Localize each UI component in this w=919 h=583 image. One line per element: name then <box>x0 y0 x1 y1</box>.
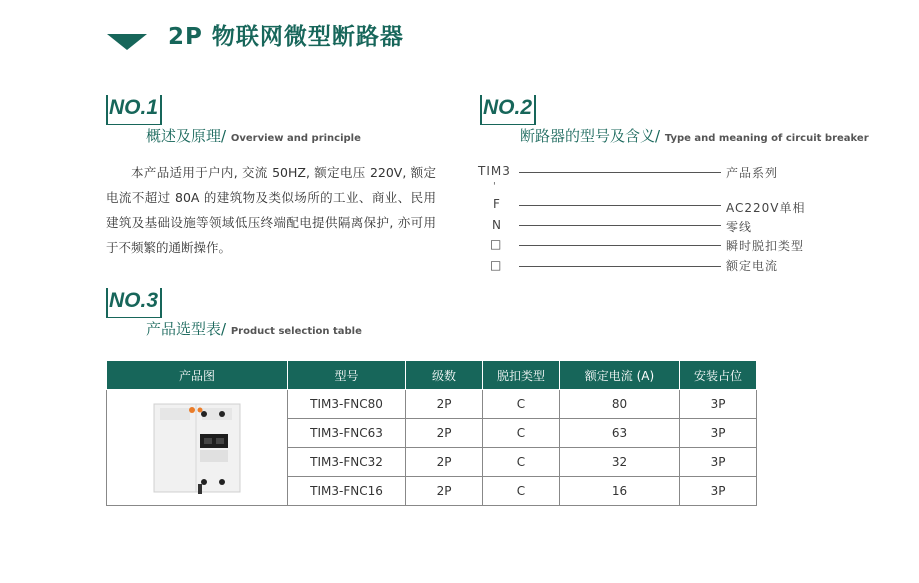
section2-title-cn: 断路器的型号及含义/ <box>520 127 661 145</box>
model-line <box>519 245 721 246</box>
table-cell-poles: 2P <box>406 390 483 419</box>
table-cell-model: TIM3-FNC32 <box>288 448 406 477</box>
product-selection-table <box>106 360 757 506</box>
table-cell-model: TIM3-FNC63 <box>288 419 406 448</box>
table-cell-current: 32 <box>560 448 680 477</box>
table-cell-trip: C <box>483 390 560 419</box>
section1-title-en: Overview and principle <box>230 133 361 144</box>
model-meaning-series: 产品系列 <box>726 166 779 180</box>
table-header-cell: 型号 <box>288 361 406 390</box>
table-cell-current: 80 <box>560 390 680 419</box>
model-code-trip: □ <box>490 237 503 251</box>
table-cell-current: 16 <box>560 477 680 506</box>
model-code-neutral: N <box>492 218 502 232</box>
model-meaning-current: 额定电流 <box>726 259 779 273</box>
table-cell-slot: 3P <box>680 390 757 419</box>
product-image-cell <box>107 390 288 506</box>
model-meaning-phase: AC220V单相 <box>726 201 806 215</box>
table-cell-slot: 3P <box>680 477 757 506</box>
section1-title <box>146 125 361 146</box>
section1-number-box <box>106 95 162 125</box>
table-cell-current: 63 <box>560 419 680 448</box>
section2-title-en: Type and meaning of circuit breaker <box>664 133 869 144</box>
table-cell-trip: C <box>483 419 560 448</box>
table-cell-trip: C <box>483 448 560 477</box>
table-cell-trip: C <box>483 477 560 506</box>
table-header-cell: 产品图 <box>107 361 288 390</box>
table-cell-poles: 2P <box>406 419 483 448</box>
model-line <box>519 172 721 173</box>
overview-paragraph: 本产品适用于户内, 交流 50HZ, 额定电压 220V, 额定电流不超过 80A 的建筑物及类似场所的工业、商业、民用建筑及基础设施等领域低压终端配电提供隔离保护, 亦可用于不频繁的通断操作。 <box>106 165 436 255</box>
table-header-cell: 脱扣类型 <box>483 361 560 390</box>
model-meaning-trip: 瞬时脱扣类型 <box>726 239 805 253</box>
table-cell-model: TIM3-FNC80 <box>288 390 406 419</box>
table-header-row <box>107 361 757 390</box>
table-cell-model: TIM3-FNC16 <box>288 477 406 506</box>
model-line <box>519 225 721 226</box>
page-title: 2P 物联网微型断路器 <box>168 24 404 50</box>
section2-number-box <box>480 95 536 125</box>
section2-number: NO.2 <box>483 96 533 119</box>
section3-number-box <box>106 288 162 318</box>
circuit-breaker-image <box>152 398 242 498</box>
table-header-cell: 级数 <box>406 361 483 390</box>
section3-number: NO.3 <box>109 289 159 312</box>
table-cell-poles: 2P <box>406 477 483 506</box>
table-cell-poles: 2P <box>406 448 483 477</box>
section3-title <box>146 318 362 339</box>
section1-title-cn: 概述及原理/ <box>146 127 227 145</box>
section3-title-cn: 产品选型表/ <box>146 320 227 338</box>
table-row <box>107 390 757 419</box>
model-line <box>519 266 721 267</box>
model-code-series: TIM3 <box>478 164 511 178</box>
section3-title-en: Product selection table <box>230 326 362 337</box>
model-code-phase: F <box>493 197 501 211</box>
model-meaning-neutral: 零线 <box>726 220 753 234</box>
table-cell-slot: 3P <box>680 419 757 448</box>
table-header-cell: 额定电流 (A) <box>560 361 680 390</box>
table-header-cell: 安装占位 <box>680 361 757 390</box>
model-line <box>519 205 721 206</box>
table-cell-slot: 3P <box>680 448 757 477</box>
header-triangle-icon <box>107 34 147 50</box>
section2-title <box>520 125 869 146</box>
model-code-current: □ <box>490 258 503 272</box>
model-tick-mark: ' <box>493 181 496 192</box>
section1-number: NO.1 <box>109 96 159 119</box>
